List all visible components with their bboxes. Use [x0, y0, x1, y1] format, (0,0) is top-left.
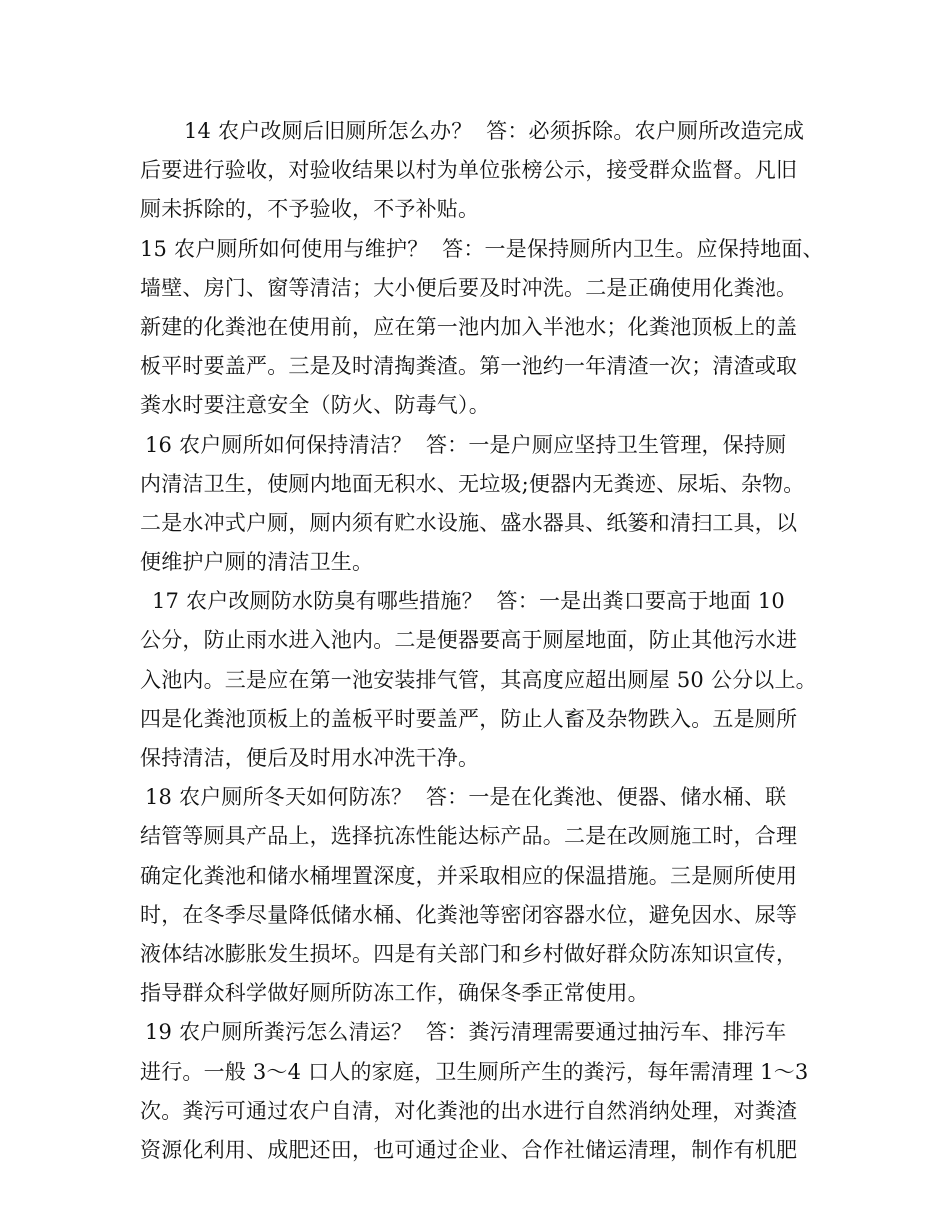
text-line-q18-start: 18 农户厕所冬天如何防冻？ 答：一是在化粪池、便器、储水桶、联 — [145, 785, 787, 810]
document-body — [140, 112, 830, 1170]
text-line: 入池内。三是应在第一池安装排气管，其高度应超出厕屋 50 公分以上。 — [140, 667, 817, 692]
text-line-q17-start: 17 农户改厕防水防臭有哪些措施？ 答：一是出粪口要高于地面 10 — [152, 589, 785, 614]
text-line: 时，在冬季尽量降低储水桶、化粪池等密闭容器水位，避免因水、尿等 — [140, 902, 798, 927]
text-line-q16-start: 16 农户厕所如何保持清洁？ 答：一是户厕应坚持卫生管理，保持厕 — [145, 432, 787, 457]
text-line: 墙壁、房门、窗等清洁；大小便后要及时冲洗。二是正确使用化粪池。 — [140, 275, 798, 300]
text-line: 二是水冲式户厕，厕内须有贮水设施、盛水器具、纸篓和清扫工具，以 — [140, 510, 798, 535]
text-line-q15-start: 15 农户厕所如何使用与维护？ 答：一是保持厕所内卫生。应保持地面、 — [140, 236, 824, 261]
text-line: 公分，防止雨水进入池内。二是便器要高于厕屋地面，防止其他污水进 — [140, 628, 798, 653]
text-line: 指导群众科学做好厕所防冻工作，确保冬季正常使用。 — [140, 981, 649, 1006]
text-line: 内清洁卫生，使厕内地面无积水、无垃圾;便器内无粪迹、尿垢、杂物。 — [140, 471, 805, 496]
text-line: 后要进行验收，对验收结果以村为单位张榜公示，接受群众监督。凡旧 — [140, 158, 798, 183]
text-line: 结管等厕具产品上，选择抗冻性能达标产品。二是在改厕施工时，合理 — [140, 824, 798, 849]
text-line: 新建的化粪池在使用前，应在第一池内加入半池水；化粪池顶板上的盖 — [140, 314, 798, 339]
text-line: 四是化粪池顶板上的盖板平时要盖严，防止人畜及杂物跌入。五是厕所 — [140, 706, 798, 731]
text-line: 进行。一般 3～4 口人的家庭，卫生厕所产生的粪污，每年需清理 1～3 — [140, 1059, 809, 1084]
text-line: 次。粪污可通过农户自清，对化粪池的出水进行自然消纳处理，对粪渣 — [140, 1098, 798, 1123]
text-line: 粪水时要注意安全（防火、防毒气）。 — [140, 393, 490, 418]
text-line: 厕未拆除的，不予验收，不予补贴。 — [140, 197, 480, 222]
text-line: 资源化利用、成肥还田，也可通过企业、合作社储运清理，制作有机肥 — [140, 1137, 798, 1162]
text-line-q14-start: 14 农户改厕后旧厕所怎么办？ 答：必须拆除。农户厕所改造完成 — [184, 119, 805, 143]
text-line: 确定化粪池和储水桶埋置深度，并采取相应的保温措施。三是厕所使用 — [140, 863, 798, 888]
text-line-q19-start: 19 农户厕所粪污怎么清运？ 答：粪污清理需要通过抽污车、排污车 — [145, 1020, 787, 1045]
text-line: 板平时要盖严。三是及时清掏粪渣。第一池约一年清渣一次；清渣或取 — [140, 354, 798, 379]
text-line: 液体结冰膨胀发生损坏。四是有关部门和乡村做好群众防冻知识宣传， — [140, 941, 798, 966]
text-line: 保持清洁，便后及时用水冲洗干净。 — [140, 746, 480, 770]
text-line: 便维护户厕的清洁卫生。 — [140, 550, 374, 575]
